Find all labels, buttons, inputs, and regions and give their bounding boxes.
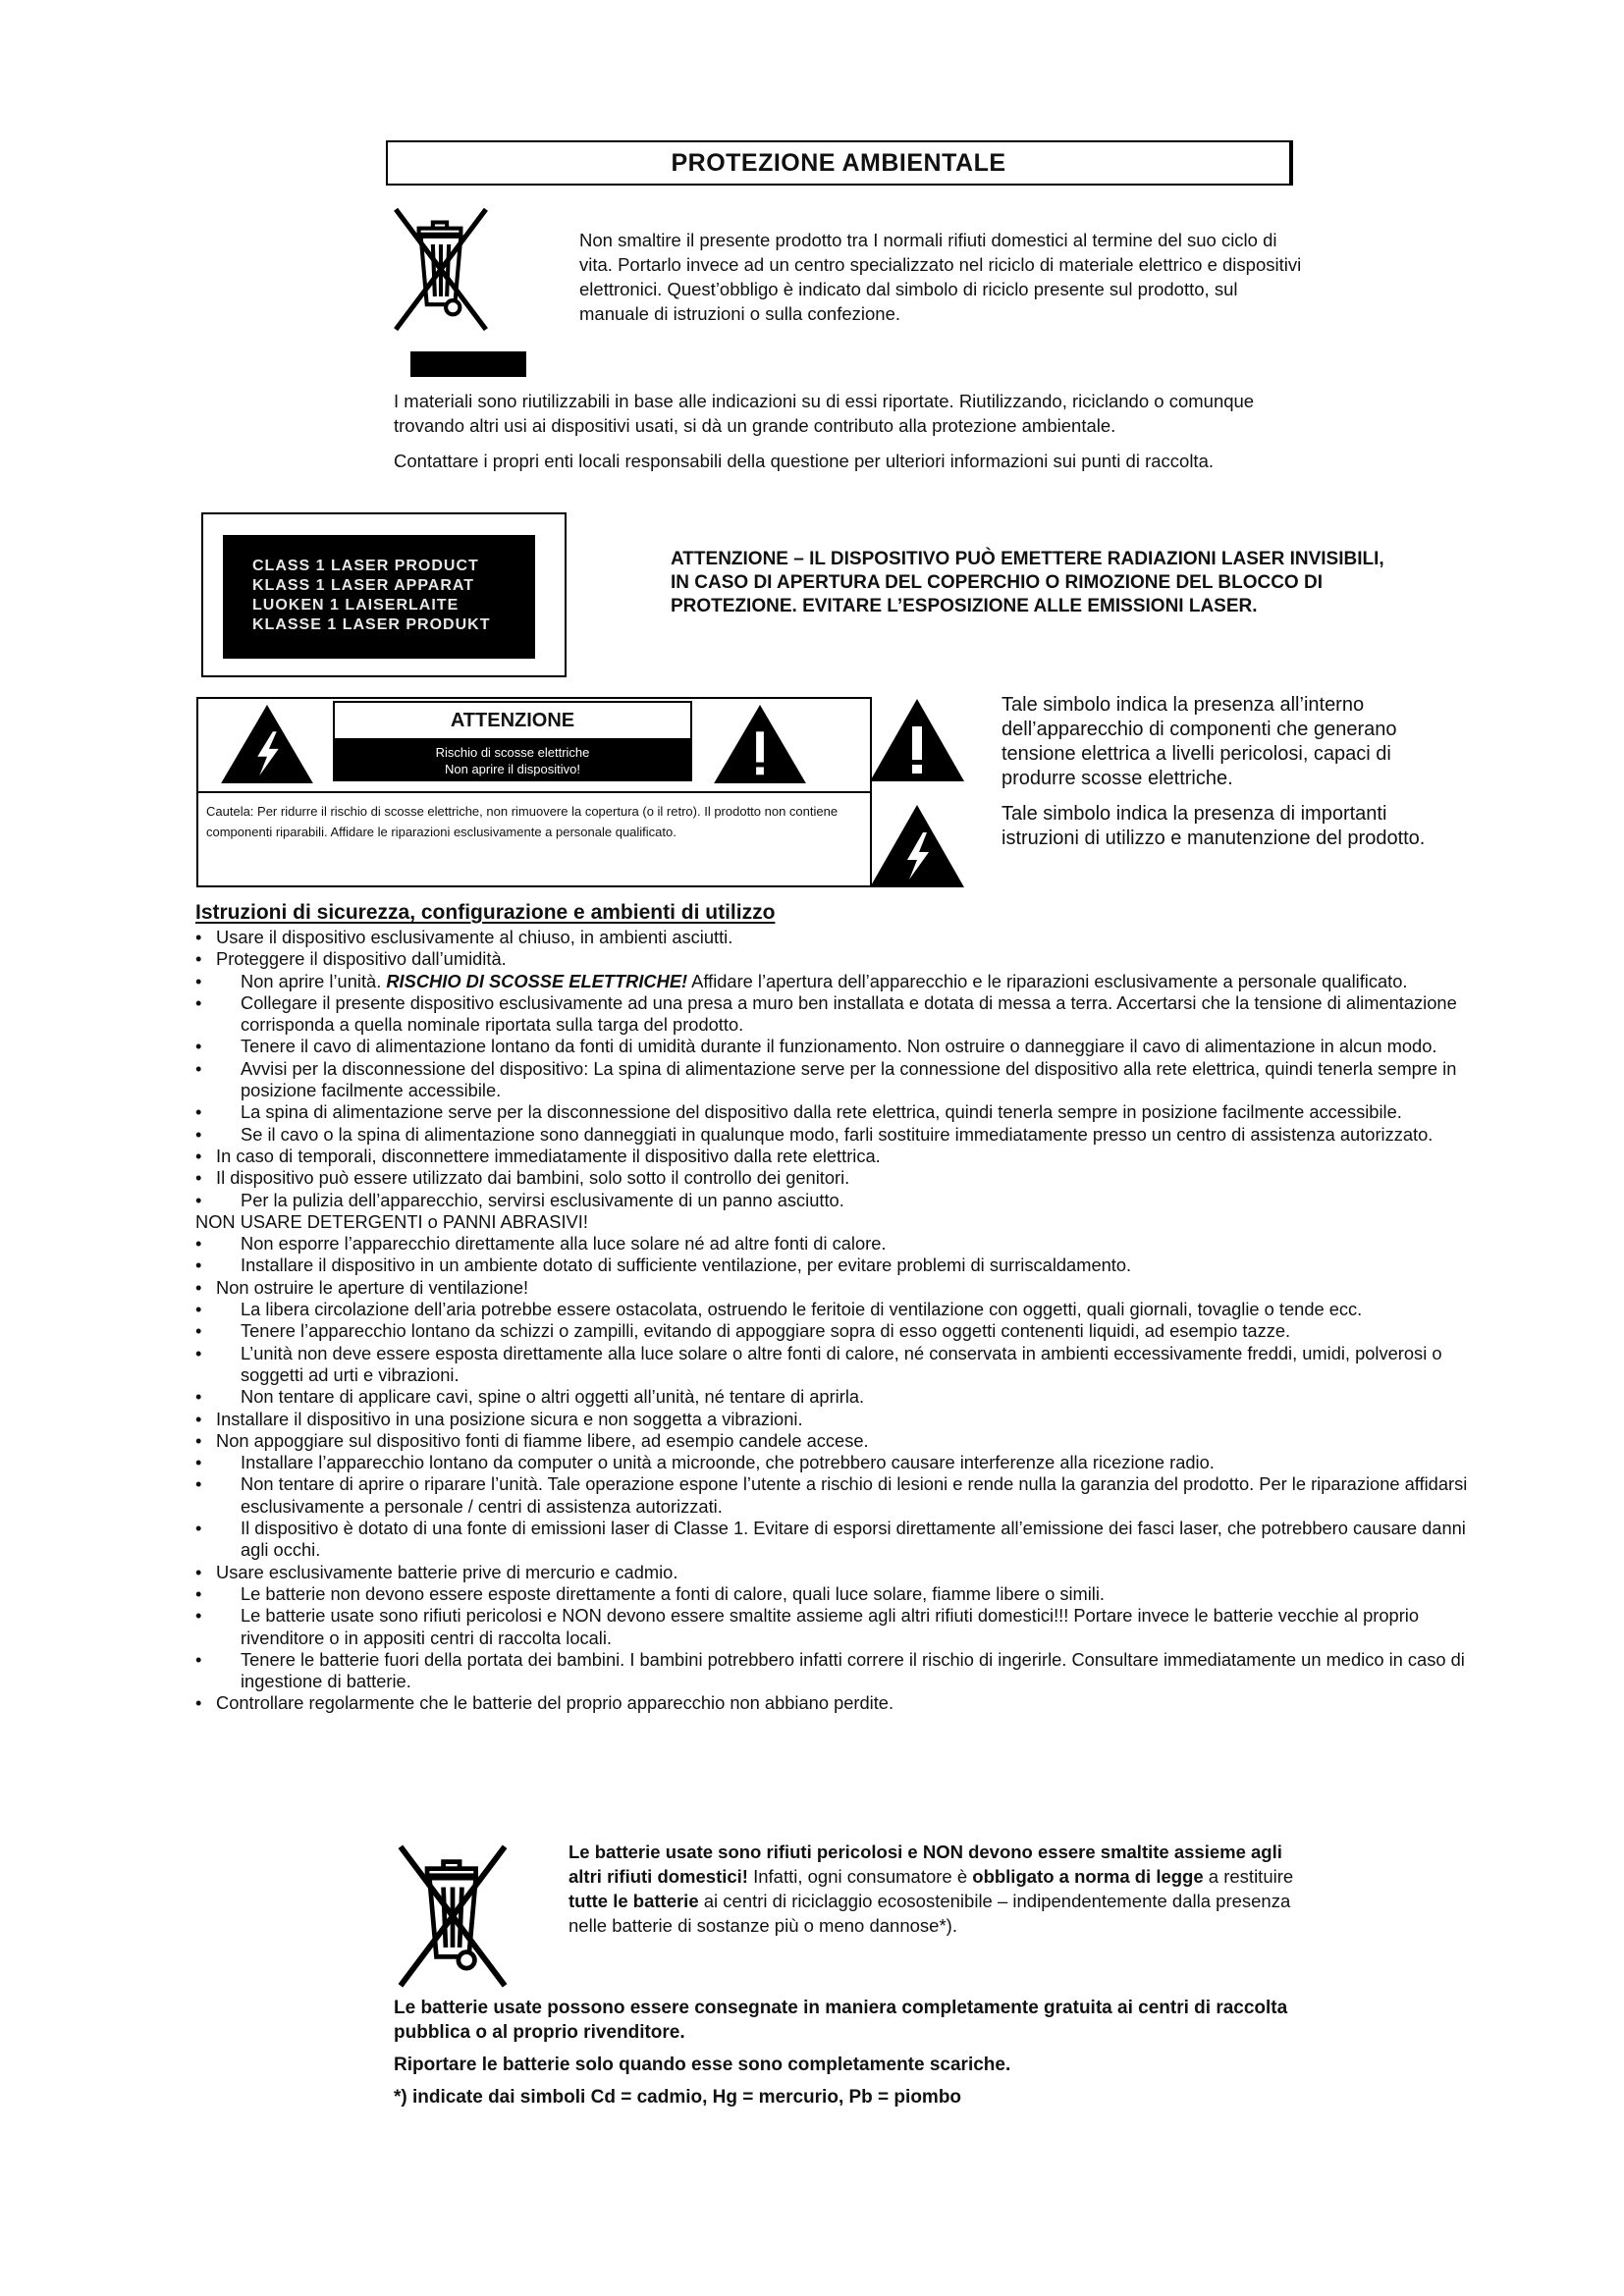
- safety-item-text: Proteggere il dispositivo dall’umidità.: [216, 948, 507, 970]
- safety-item: [195, 1101, 1491, 1123]
- safety-item-pre: Non aprire l’unità.: [241, 970, 387, 991]
- safety-item: [195, 1605, 1491, 1649]
- batteries-bold-2: obbligato a norma di legge: [972, 1866, 1204, 1887]
- safety-item: [195, 1167, 1491, 1189]
- exclamation-symbol-text: Tale simbolo indica la presenza all’interno dell’apparecchio di componenti che generano tensione elettrica a livelli pericolosi, capaci di produrre scosse elettriche.: [1001, 694, 1397, 789]
- laser-warning: ATTENZIONE – IL DISPOSITIVO PUÒ EMETTERE RADIAZIONI LASER INVISIBILI, IN CASO DI APERTURA DEL COPERCHIO O RIMOZIONE DEL BLOCCO DI PROTEZIONE. EVITARE L’ESPOSIZIONE ALLE EMISSIONI LASER.: [671, 549, 1384, 616]
- safety-item-text: La libera circolazione dell’aria potrebbe essere ostacolata, ostruendo le feritoie di ventilazione con oggetti, quali giornali, tovaglie o tende ecc.: [241, 1299, 1363, 1320]
- exclamation-triangle-icon: [711, 703, 809, 785]
- safety-item: [195, 1299, 1491, 1320]
- bullet: •: [195, 1605, 202, 1627]
- caution-subtitle-2: Non aprire il dispositivo!: [444, 762, 580, 776]
- safety-item-text: Se il cavo o la spina di alimentazione sono danneggiati in qualunque modo, farli sostituire immediatamente presso un centro di assistenza autorizzato.: [241, 1123, 1434, 1145]
- safety-item-text: Usare esclusivamente batterie prive di mercurio e cadmio.: [216, 1561, 678, 1582]
- bullet: •: [195, 991, 202, 1013]
- laser-label-line: KLASS 1 LASER APPARAT: [252, 577, 475, 594]
- safety-item: [195, 971, 1491, 992]
- caution-title: ATTENZIONE: [333, 701, 692, 740]
- safety-item: [195, 1320, 1491, 1342]
- crossed-out-bin-icon: [395, 1841, 511, 1998]
- safety-item-text: La spina di alimentazione serve per la disconnessione del dispositivo dalla rete elettrica, quindi tenerla sempre in posizione facilmente accessibile.: [241, 1101, 1402, 1123]
- safety-item: [195, 1124, 1491, 1146]
- safety-item-rest: Affidare l’apertura dell’apparecchio e le riparazioni esclusivamente a personale qualificato.: [687, 970, 1408, 991]
- bullet: •: [195, 1057, 202, 1079]
- safety-item: [195, 1036, 1491, 1057]
- safety-item: [195, 1255, 1491, 1276]
- bullet: •: [195, 1189, 202, 1210]
- safety-item: [195, 1211, 1491, 1233]
- safety-item-text: L’unità non deve essere esposta direttamente alla luce solare o altre fonti di calore, né conservata in ambienti eccessivamente freddi, umidi, polverosi o soggetti ad urti e vibrazioni.: [241, 1342, 1442, 1385]
- safety-item-text: Non esporre l’apparecchio direttamente alla luce solare né ad altre fonti di calore.: [241, 1233, 887, 1255]
- caution-subtitle-1: Rischio di scosse elettriche: [435, 745, 590, 760]
- bullet: •: [195, 1452, 202, 1473]
- bullet: •: [195, 1408, 202, 1429]
- safety-item: [195, 1409, 1491, 1430]
- bullet: •: [195, 1101, 202, 1123]
- bullet: •: [195, 1276, 202, 1298]
- bullet: •: [195, 1320, 202, 1342]
- safety-item: [195, 1058, 1491, 1102]
- safety-item-text: Collegare il presente dispositivo esclusivamente ad una presa a muro ben installata e dotata di messa a terra. Accertarsi che la tensione di alimentazione corrisponda a quella nominale riportata sulla targa del prodotto.: [241, 991, 1457, 1036]
- batteries-paragraph-1: [568, 1840, 1315, 1938]
- safety-item-text: NON USARE DETERGENTI o PANNI ABRASIVI!: [195, 1210, 588, 1232]
- safety-item-text: Tenere il cavo di alimentazione lontano da fonti di umidità durante il funzionamento. Non ostruire o danneggiare il cavo di alimentazione in alcun modo.: [241, 1036, 1437, 1057]
- safety-item: [195, 1518, 1491, 1562]
- bullet: •: [195, 1167, 202, 1189]
- safety-item: [195, 992, 1491, 1037]
- batteries-paragraph-4: *) indicate dai simboli Cd = cadmio, Hg = mercurio, Pb = piombo: [394, 2087, 962, 2108]
- bullet: •: [195, 1561, 202, 1582]
- safety-item-text: In caso di temporali, disconnettere immediatamente il dispositivo dalla rete elettrica.: [216, 1145, 881, 1166]
- batteries-bold-3: tutte le batterie: [568, 1891, 699, 1911]
- safety-item-emphasis: RISCHIO DI SCOSSE ELETTRICHE!: [386, 970, 688, 991]
- bullet: •: [195, 948, 202, 970]
- bullet: •: [195, 1255, 202, 1276]
- safety-item: [195, 1583, 1491, 1605]
- laser-label-line: CLASS 1 LASER PRODUCT: [252, 558, 479, 574]
- environment-paragraph-2: I materiali sono riutilizzabili in base alle indicazioni su di essi riportate. Riutilizzando, riciclando o comunque trovando altri usi ai dispositivi usati, si dà un grande contributo alla protezione ambientale.: [394, 391, 1255, 436]
- safety-item-text: Non appoggiare sul dispositivo fonti di fiamme libere, ad esempio candele accese.: [216, 1429, 869, 1451]
- batteries-paragraph-3: Riportare le batterie solo quando esse sono completamente scariche.: [394, 2055, 1011, 2075]
- caution-subtitle-box: [333, 740, 692, 781]
- bullet: •: [195, 1123, 202, 1145]
- lightning-triangle-icon: [868, 803, 966, 889]
- safety-item: [195, 1562, 1491, 1583]
- safety-item: [195, 1386, 1491, 1408]
- safety-item: [195, 948, 1491, 970]
- safety-item-text: Per la pulizia dell’apparecchio, servirsi esclusivamente di un panno asciutto.: [241, 1189, 844, 1210]
- bin-underline-bar: [410, 351, 526, 377]
- safety-item-text: Installare il dispositivo in un ambiente dotato di sufficiente ventilazione, per evitare problemi di surriscaldamento.: [241, 1255, 1132, 1276]
- bullet: •: [195, 1582, 202, 1604]
- safety-item-text: Le batterie usate sono rifiuti pericolosi e NON devono essere smaltite assieme agli altri rifiuti domestici!!! Portare invece le batterie vecchie al proprio rivenditore o in appositi centri di raccolta locali.: [241, 1605, 1420, 1648]
- safety-item: [195, 1692, 1491, 1714]
- bullet: •: [195, 1429, 202, 1451]
- safety-item-text: Le batterie non devono essere esposte direttamente a fonti di calore, quali luce solare, fiamme libere o simili.: [241, 1582, 1106, 1604]
- bullet: •: [195, 1473, 202, 1495]
- bullet: •: [195, 1299, 202, 1320]
- safety-item: [195, 1452, 1491, 1473]
- safety-item-text: Non tentare di applicare cavi, spine o altri oggetti all’unità, né tentare di aprirla.: [241, 1386, 865, 1408]
- batteries-text-1: Infatti, ogni consumatore è: [747, 1866, 973, 1887]
- bullet: •: [195, 1145, 202, 1166]
- exclamation-triangle-icon: [868, 697, 966, 783]
- caution-text: Cautela: Per ridurre il rischio di scosse elettriche, non rimuovere la copertura (o il retro). Il prodotto non contiene componenti riparabili. Affidare le riparazioni esclusivamente a personale qualificato.: [206, 804, 839, 839]
- safety-item: [195, 1146, 1491, 1167]
- bullet: •: [195, 1518, 202, 1539]
- bullet: •: [195, 1386, 202, 1408]
- safety-item-text: Tenere l’apparecchio lontano da schizzi o zampilli, evitando di appoggiare sopra di esso oggetti contenenti liquidi, ad esempio tazze.: [241, 1320, 1291, 1342]
- safety-item-text: Controllare regolarmente che le batterie del proprio apparecchio non abbiano perdite.: [216, 1692, 894, 1714]
- bullet: •: [195, 1342, 202, 1363]
- lightning-triangle-icon: [218, 703, 316, 785]
- safety-item: [195, 1277, 1491, 1299]
- caution-divider: [196, 791, 872, 793]
- lightning-symbol-text: Tale simbolo indica la presenza di importanti istruzioni di utilizzo e manutenzione del prodotto.: [1001, 803, 1426, 849]
- safety-item-text: Installare il dispositivo in una posizione sicura e non soggetta a vibrazioni.: [216, 1408, 803, 1429]
- safety-item-text: Il dispositivo può essere utilizzato dai bambini, solo sotto il controllo dei genitori.: [216, 1167, 850, 1189]
- safety-item-text: Non ostruire le aperture di ventilazione!: [216, 1276, 529, 1298]
- safety-item: [195, 927, 1491, 948]
- safety-item-text: Usare il dispositivo esclusivamente al chiuso, in ambienti asciutti.: [216, 927, 733, 947]
- environment-paragraph-1: Non smaltire il presente prodotto tra I normali rifiuti domestici al termine del suo ciclo di vita. Portarlo invece ad un centro specializzato nel riciclo di materiale elettrico e dispositivi elettronici. Quest’obbligo è indicato dal simbolo di riciclo presente sul prodotto, sul manuale di istruzioni o sulla confezione.: [579, 230, 1302, 324]
- safety-item-text: Avvisi per la disconnessione del dispositivo: La spina di alimentazione serve per la connessione del dispositivo alla rete elettrica, quindi tenerla sempre in posizione facilmente accessibile.: [241, 1057, 1457, 1101]
- environment-paragraph-3: Contattare i propri enti locali responsabili della questione per ulteriori informazioni sui punti di raccolta.: [394, 451, 1214, 471]
- bullet: •: [195, 927, 202, 947]
- safety-item: [195, 1343, 1491, 1387]
- safety-item: [195, 1473, 1491, 1518]
- safety-item-text: Il dispositivo è dotato di una fonte di emissioni laser di Classe 1. Evitare di esporsi direttamente all’emissione dei fasci laser, che potrebbero causare danni agli occhi.: [241, 1518, 1466, 1561]
- safety-item: [195, 1190, 1491, 1211]
- safety-item-text: Tenere le batterie fuori della portata dei bambini. I bambini potrebbero infatti correre il rischio di ingerirle. Consultare immediatamente un medico in caso di ingestione di batterie.: [241, 1648, 1465, 1692]
- bullet: •: [195, 970, 202, 991]
- safety-item: [195, 1430, 1491, 1452]
- safety-list: [195, 927, 1491, 1715]
- batteries-text-3: ai centri di riciclaggio ecosostenibile – indipendentemente dalla presenza nelle batterie di sostanze più o meno dannose*).: [568, 1891, 1291, 1936]
- safety-item-text: [241, 971, 1491, 992]
- bullet: •: [195, 1648, 202, 1670]
- safety-item: [195, 1649, 1491, 1693]
- batteries-paragraph-2: Le batterie usate possono essere consegnate in maniera completamente gratuita ai centri di raccolta pubblica o al proprio rivenditore.: [394, 1998, 1288, 2043]
- safety-item-text: Non tentare di aprire o riparare l’unità. Tale operazione espone l’utente a rischio di lesioni e rende nulla la garanzia del prodotto. Per le riparazione affidarsi esclusivamente a personale / centri di assistenza autorizzati.: [241, 1473, 1468, 1517]
- laser-label: [223, 535, 535, 659]
- batteries-bold-1: Le batterie usate sono rifiuti pericolosi e NON devono essere smaltite assieme agli altri rifiuti domestici!: [568, 1842, 1282, 1887]
- laser-label-line: LUOKEN 1 LAISERLAITE: [252, 597, 460, 614]
- laser-label-line: KLASSE 1 LASER PRODUKT: [252, 616, 491, 633]
- bullet: •: [195, 1036, 202, 1057]
- bullet: •: [195, 1692, 202, 1714]
- batteries-text-2: a restituire: [1203, 1866, 1294, 1887]
- safety-heading: Istruzioni di sicurezza, configurazione e ambienti di utilizzo: [195, 901, 776, 924]
- safety-item-text: Installare l’apparecchio lontano da computer o unità a microonde, che potrebbero causare interferenze alla ricezione radio.: [241, 1452, 1215, 1473]
- environment-title: PROTEZIONE AMBIENTALE: [386, 140, 1293, 186]
- crossed-out-bin-icon: [391, 204, 491, 340]
- bullet: •: [195, 1233, 202, 1255]
- safety-item: [195, 1233, 1491, 1255]
